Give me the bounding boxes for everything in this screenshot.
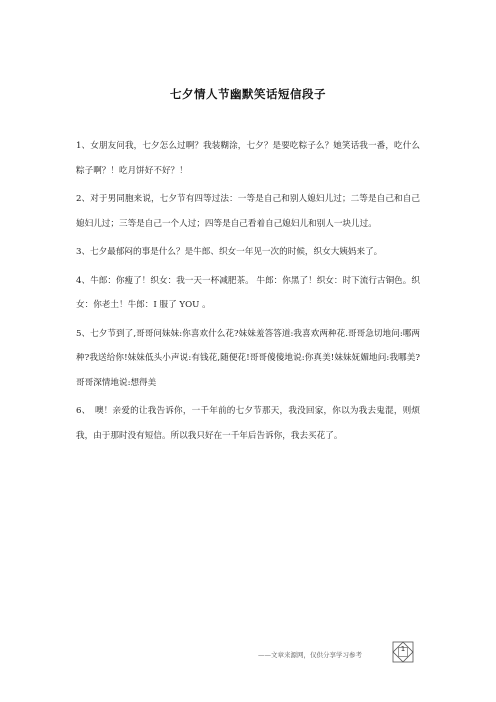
paragraph-3: 3、七夕最郁闷的事是什么？是牛郎、织女一年见一次的时候，织女大姨妈来了。 <box>76 247 383 257</box>
paragraph-5: 5、七夕节到了,哥哥问妹妹:你喜欢什么花?妹妹羞答答道:我喜欢两种花.哥哥急切地问:哪两种?我送给你!妹妹低头小声说:有钱花,随便花!哥哥傻傻地说:你真美!妹妹妩媚地问:我哪美?哥哥深情地说:想得美 <box>76 328 420 388</box>
paragraph-6: 6、 噢！亲爱的让我告诉你，一千年前的七夕节那天，我没回家，你以为我去鬼混，则烦我，由于那时没有短信。所以我只好在一千年后告诉你，我去买花了。 <box>76 406 420 441</box>
paragraph-1: 1、女朋友问我，七夕怎么过啊？我装糊涂，七夕？是要吃粽子么？她笑话我一番，吃什么粽子啊？！吃月饼好不好？！ <box>76 141 420 176</box>
paragraph-2: 2、对于男同胞来说，七夕节有四等过法：一等是自己和别人媳妇儿过；二等是自己和自己媳妇儿过；三等是自己一个人过；四等是自己看着自己媳妇儿和别人一块儿过。 <box>76 194 420 229</box>
page-number: 1 <box>400 645 406 653</box>
document-title: 七夕情人节幽默笑话短信段子 <box>170 87 326 101</box>
paragraph-4: 4、牛郎：你瘦了！织女：我一天一杯减肥茶。 牛郎：你黑了！织女：时下流行古铜色。织女：你老土！牛郎：I 服了 YOU 。 <box>76 275 420 310</box>
footer-source-note: ——文章来源网，仅供分享学习参考 <box>258 651 362 659</box>
document-body <box>76 134 420 452</box>
page-number-badge <box>392 641 414 663</box>
